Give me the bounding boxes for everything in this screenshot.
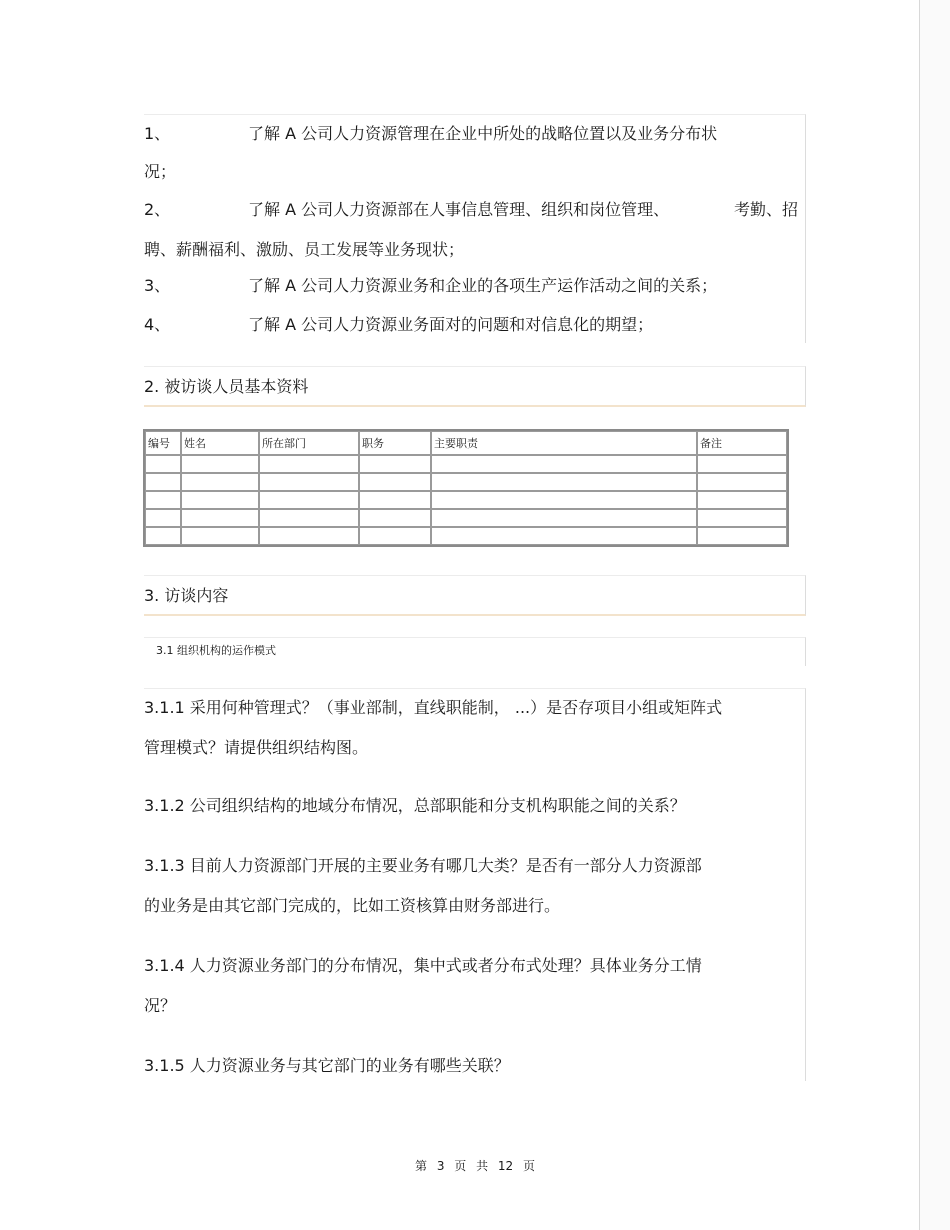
column-header-remarks: 备注 — [697, 431, 787, 455]
table-cell — [697, 509, 787, 527]
table-row — [145, 509, 787, 527]
table-cell — [145, 491, 181, 509]
page-edge — [919, 0, 920, 1230]
table-cell — [145, 455, 181, 473]
objectives-block — [144, 114, 806, 343]
table-cell — [259, 473, 359, 491]
table-cell — [697, 455, 787, 473]
table-cell — [431, 491, 697, 509]
column-header-department: 所在部门 — [259, 431, 359, 455]
table-cell — [431, 527, 697, 545]
section-2-header — [144, 366, 806, 407]
table-cell — [181, 455, 259, 473]
table-cell — [259, 509, 359, 527]
table-cell — [181, 527, 259, 545]
objective-text-extra: 考勤、招 — [734, 200, 799, 219]
table-row — [145, 473, 787, 491]
table-cell — [431, 473, 697, 491]
table-cell — [359, 509, 431, 527]
table-cell — [431, 455, 697, 473]
objective-text: 了解 A 公司人力资源管理在企业中所处的战略位置以及业务分布状 — [248, 124, 718, 143]
subsection-3-1-title: 3.1 组织机构的运作模式 — [156, 644, 276, 657]
page-number-footer: 第 3 页 共 12 页 — [415, 1159, 535, 1173]
table-cell — [181, 491, 259, 509]
question-3-1-3-continued: 的业务是由其它部门完成的，比如工资核算由财务部进行。 — [144, 896, 561, 915]
table-cell — [145, 527, 181, 545]
table-header-row — [145, 431, 787, 455]
table-row — [145, 455, 787, 473]
objective-number: 2、 — [144, 200, 171, 219]
table-cell — [697, 527, 787, 545]
table-cell — [145, 473, 181, 491]
section-3-header — [144, 575, 806, 616]
table-cell — [259, 491, 359, 509]
table-cell — [359, 527, 431, 545]
table-cell — [259, 527, 359, 545]
column-header-id: 编号 — [145, 431, 181, 455]
table-cell — [181, 473, 259, 491]
objective-number: 3、 — [144, 276, 171, 295]
question-3-1-4: 3.1.4 人力资源业务部门的分布情况，集中式或者分布式处理？具体业务分工情 — [144, 956, 702, 975]
question-3-1-5: 3.1.5 人力资源业务与其它部门的业务有哪些关联？ — [144, 1056, 510, 1075]
objective-1-continued: 况； — [144, 162, 177, 181]
objective-number: 4、 — [144, 315, 171, 334]
page-margin-shade — [920, 0, 950, 1230]
objective-number: 1、 — [144, 124, 171, 143]
table-cell — [181, 509, 259, 527]
question-3-1-2: 3.1.2 公司组织结构的地域分布情况，总部职能和分支机构职能之间的关系？ — [144, 796, 686, 815]
objective-text: 了解 A 公司人力资源部在人事信息管理、组织和岗位管理、 — [248, 200, 670, 219]
section-3-title: 3. 访谈内容 — [144, 586, 229, 605]
table-cell — [697, 473, 787, 491]
question-3-1-1-continued: 管理模式？请提供组织结构图。 — [144, 738, 369, 757]
question-3-1-3: 3.1.3 目前人力资源部门开展的主要业务有哪几大类？是否有一部分人力资源部 — [144, 856, 702, 875]
interviewee-table — [143, 429, 789, 547]
column-header-duties: 主要职责 — [431, 431, 697, 455]
section-2-title: 2. 被访谈人员基本资料 — [144, 377, 309, 396]
objective-2-continued: 聘、薪酬福利、激励、员工发展等业务现状； — [144, 240, 465, 259]
table-cell — [359, 491, 431, 509]
table-cell — [431, 509, 697, 527]
question-3-1-4-continued: 况？ — [144, 996, 177, 1015]
table-row — [145, 527, 787, 545]
table-cell — [697, 491, 787, 509]
column-header-name: 姓名 — [181, 431, 259, 455]
objective-text: 了解 A 公司人力资源业务面对的问题和对信息化的期望； — [248, 315, 654, 334]
table-cell — [259, 455, 359, 473]
questions-block — [144, 688, 806, 1081]
subsection-3-1 — [144, 637, 806, 666]
table-cell — [145, 509, 181, 527]
question-3-1-1: 3.1.1 采用何种管理式？（事业部制，直线职能制， ...）是否存项目小组或矩阵式 — [144, 698, 723, 717]
table-cell — [359, 473, 431, 491]
table-row — [145, 491, 787, 509]
column-header-position: 职务 — [359, 431, 431, 455]
table-cell — [359, 455, 431, 473]
objective-text: 了解 A 公司人力资源业务和企业的各项生产运作活动之间的关系； — [248, 276, 718, 295]
